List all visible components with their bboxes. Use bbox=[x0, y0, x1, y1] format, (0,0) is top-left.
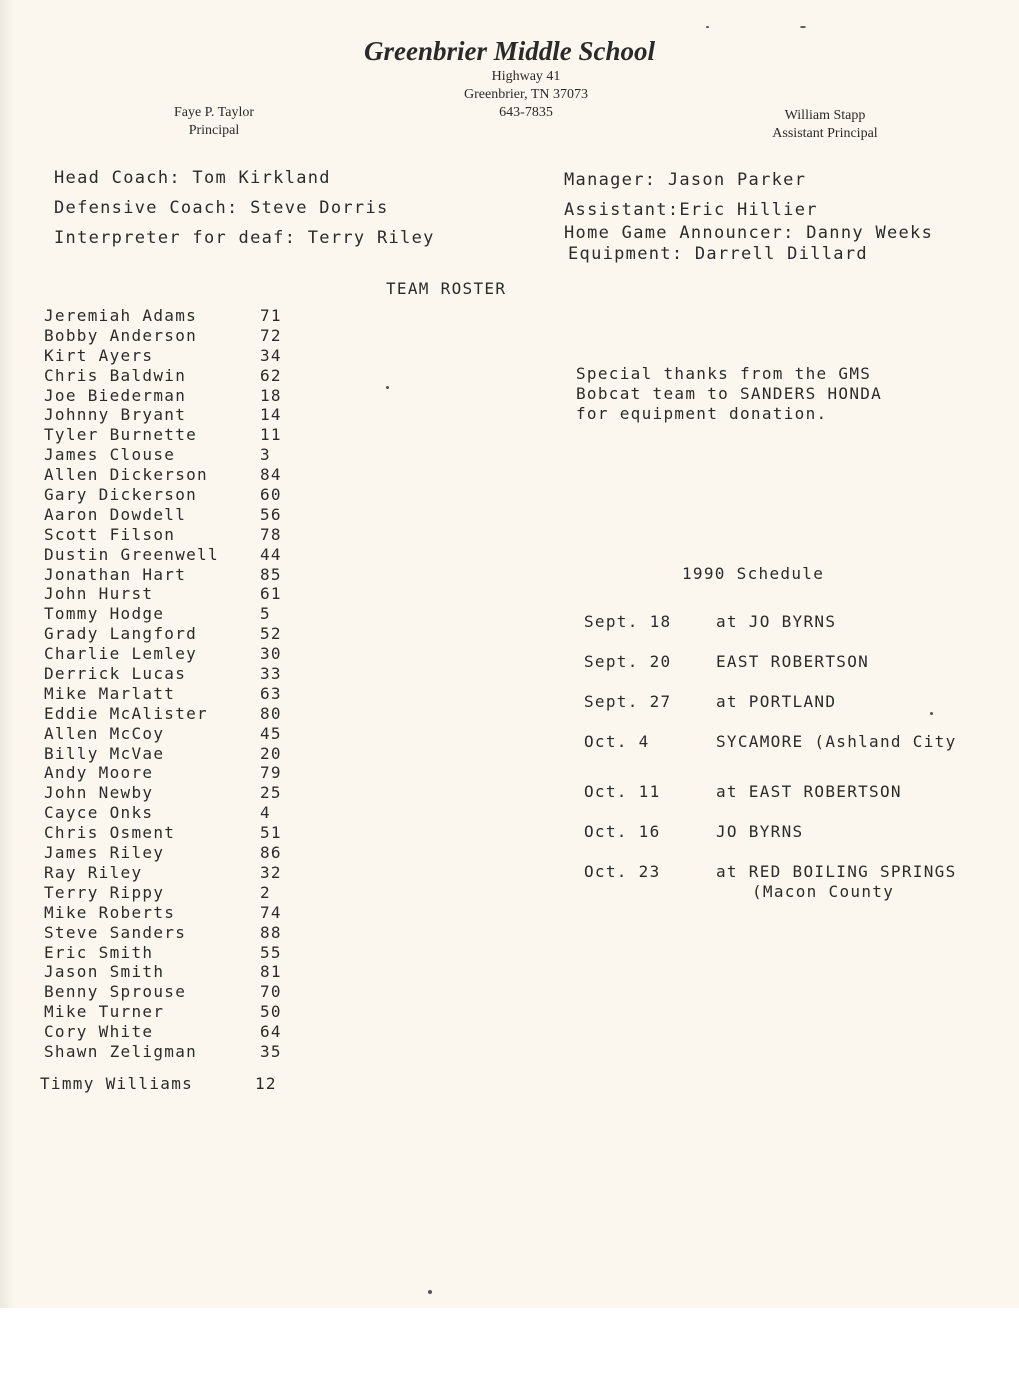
player-name: Charlie Lemley bbox=[44, 644, 198, 664]
game-opponent: JO BYRNS bbox=[716, 822, 804, 841]
roster-row bbox=[44, 386, 314, 406]
player-number: 71 bbox=[260, 306, 282, 325]
player-name: James Riley bbox=[44, 843, 165, 863]
school-name: Greenbrier Middle School bbox=[363, 36, 655, 66]
game-opponent: at RED BOILING SPRINGS bbox=[716, 862, 957, 881]
game-opponent: EAST ROBERTSON bbox=[716, 652, 870, 671]
player-name: Kirt Ayers bbox=[44, 345, 154, 365]
player-name: Jonathan Hart bbox=[44, 564, 187, 584]
schedule-row bbox=[584, 862, 1004, 882]
player-number: 20 bbox=[260, 743, 282, 763]
roster-row bbox=[44, 306, 314, 326]
player-name: Benny Sprouse bbox=[44, 982, 187, 1002]
thanks-line-3: for equipment donation. bbox=[576, 404, 828, 423]
player-name: John Newby bbox=[44, 783, 154, 803]
assistant-principal-name: William Stapp bbox=[784, 108, 866, 123]
principal-name: Faye P. Taylor bbox=[173, 105, 255, 120]
game-date: Sept. 18 bbox=[584, 612, 672, 631]
speck bbox=[386, 386, 389, 389]
defensive-coach: Defensive Coach: Steve Dorris bbox=[54, 198, 389, 218]
thanks-line-1: Special thanks from the GMS bbox=[576, 364, 872, 383]
roster-row bbox=[44, 863, 314, 883]
roster-row bbox=[44, 346, 314, 366]
speck bbox=[800, 26, 806, 28]
player-name: Aaron Dowdell bbox=[44, 504, 187, 524]
player-name: James Clouse bbox=[44, 445, 176, 465]
player-name: Mike Turner bbox=[44, 1002, 165, 1022]
player-number: 55 bbox=[260, 942, 282, 962]
game-opponent: at EAST ROBERTSON bbox=[716, 782, 902, 801]
player-number: 72 bbox=[260, 325, 282, 345]
schedule-row bbox=[584, 692, 1004, 712]
roster-row bbox=[44, 1042, 314, 1062]
roster-title: TEAM ROSTER bbox=[386, 279, 507, 298]
player-number: 62 bbox=[260, 365, 282, 385]
paper-edge-shadow bbox=[0, 0, 14, 1308]
schedule-row bbox=[584, 732, 1004, 752]
player-number: 64 bbox=[260, 1022, 282, 1042]
game-date: Oct. 23 bbox=[584, 862, 661, 881]
player-number: 70 bbox=[260, 982, 282, 1002]
equipment-manager: Equipment: Darrell Dillard bbox=[568, 244, 868, 264]
player-number: 30 bbox=[260, 644, 282, 664]
player-name: Joe Biederman bbox=[44, 385, 187, 405]
roster-row bbox=[44, 664, 314, 684]
address-line-2: Greenbrier, TN 37073 bbox=[464, 87, 588, 102]
player-number: 88 bbox=[260, 922, 282, 942]
roster-row bbox=[44, 326, 314, 346]
player-name: Andy Moore bbox=[44, 763, 154, 783]
speck bbox=[706, 26, 709, 28]
roster-row bbox=[44, 724, 314, 744]
game-opponent: at PORTLAND bbox=[716, 692, 837, 711]
player-number: 14 bbox=[260, 405, 282, 425]
player-name: Mike Marlatt bbox=[44, 683, 176, 703]
roster-row bbox=[44, 604, 314, 624]
player-name: Gary Dickerson bbox=[44, 485, 198, 505]
principal-title: Principal bbox=[188, 123, 240, 138]
player-name: Tommy Hodge bbox=[44, 604, 165, 624]
player-number: 61 bbox=[260, 584, 282, 604]
player-name: Chris Osment bbox=[44, 823, 176, 843]
player-number: 86 bbox=[260, 843, 282, 863]
schedule-title: 1990 Schedule bbox=[682, 564, 825, 583]
player-name: Allen Dickerson bbox=[44, 465, 208, 485]
player-name: Johnny Bryant bbox=[44, 405, 187, 425]
player-name: Shawn Zeligman bbox=[44, 1041, 198, 1061]
roster-row bbox=[44, 1002, 314, 1022]
player-name: John Hurst bbox=[44, 584, 154, 604]
roster-row bbox=[44, 903, 314, 923]
roster-row bbox=[44, 982, 314, 1002]
player-number: 2 bbox=[260, 882, 271, 902]
roster-row bbox=[44, 445, 314, 465]
roster-row bbox=[44, 525, 314, 545]
roster-row bbox=[44, 644, 314, 664]
roster-row bbox=[44, 962, 314, 982]
player-name: Terry Rippy bbox=[44, 882, 165, 902]
schedule-row bbox=[584, 652, 1004, 672]
assistant-principal-title: Assistant Principal bbox=[772, 126, 878, 141]
roster-row bbox=[44, 783, 314, 803]
roster-row bbox=[44, 823, 314, 843]
game-note: (Macon County bbox=[752, 882, 895, 901]
roster-row bbox=[44, 545, 314, 565]
player-number: 45 bbox=[260, 723, 282, 743]
player-number: 33 bbox=[260, 664, 282, 684]
interpreter: Interpreter for deaf: Terry Riley bbox=[54, 228, 435, 248]
player-name: Timmy Williams bbox=[40, 1074, 194, 1093]
player-number: 50 bbox=[260, 1002, 282, 1022]
player-number: 32 bbox=[260, 862, 282, 882]
player-number: 34 bbox=[260, 345, 282, 365]
player-name: Cory White bbox=[44, 1022, 154, 1042]
roster-row bbox=[44, 425, 314, 445]
schedule-row bbox=[584, 612, 1004, 632]
address-line-1: Highway 41 bbox=[491, 69, 561, 84]
player-number: 56 bbox=[260, 504, 282, 524]
player-number: 5 bbox=[260, 604, 271, 624]
game-date: Sept. 20 bbox=[584, 652, 672, 671]
player-number: 35 bbox=[260, 1041, 282, 1061]
player-name: Scott Filson bbox=[44, 524, 176, 544]
roster-row bbox=[44, 465, 314, 485]
player-name: Grady Langford bbox=[44, 624, 198, 644]
roster-row bbox=[44, 684, 314, 704]
roster-row bbox=[44, 843, 314, 863]
game-date: Oct. 11 bbox=[584, 782, 661, 801]
player-name: Ray Riley bbox=[44, 862, 143, 882]
player-name: Eddie McAlister bbox=[44, 703, 208, 723]
game-date: Oct. 16 bbox=[584, 822, 661, 841]
roster-row bbox=[44, 485, 314, 505]
roster-row bbox=[44, 505, 314, 525]
player-name: Allen McCoy bbox=[44, 723, 165, 743]
player-number: 12 bbox=[255, 1074, 277, 1093]
schedule-row bbox=[584, 822, 1004, 842]
roster-row bbox=[44, 584, 314, 604]
game-opponent: SYCAMORE (Ashland City bbox=[716, 732, 957, 751]
player-number: 78 bbox=[260, 524, 282, 544]
roster-row bbox=[44, 943, 314, 963]
player-number: 52 bbox=[260, 624, 282, 644]
speck bbox=[930, 712, 933, 715]
player-number: 3 bbox=[260, 445, 271, 465]
player-number: 79 bbox=[260, 763, 282, 783]
roster-row bbox=[44, 803, 314, 823]
player-number: 84 bbox=[260, 465, 282, 485]
player-number: 44 bbox=[260, 544, 282, 564]
player-name: Bobby Anderson bbox=[44, 325, 198, 345]
thanks-line-2: Bobcat team to SANDERS HONDA bbox=[576, 384, 883, 403]
team-roster bbox=[44, 306, 314, 1062]
player-name: Tyler Burnette bbox=[44, 425, 198, 445]
player-number: 85 bbox=[260, 564, 282, 584]
player-number: 63 bbox=[260, 683, 282, 703]
roster-row bbox=[44, 405, 314, 425]
game-schedule bbox=[584, 612, 1004, 902]
assistant: Assistant:Eric Hillier bbox=[564, 200, 818, 220]
phone-number: 643-7835 bbox=[499, 105, 553, 120]
roster-row bbox=[44, 763, 314, 783]
player-name: Dustin Greenwell bbox=[44, 544, 219, 564]
manager: Manager: Jason Parker bbox=[564, 170, 807, 190]
player-name: Cayce Onks bbox=[44, 803, 154, 823]
player-name: Mike Roberts bbox=[44, 902, 176, 922]
roster-row bbox=[44, 565, 314, 585]
roster-extra-row bbox=[40, 1074, 277, 1093]
roster-row bbox=[44, 744, 314, 764]
game-date: Oct. 4 bbox=[584, 732, 650, 751]
player-name: Chris Baldwin bbox=[44, 365, 187, 385]
player-name: Derrick Lucas bbox=[44, 664, 187, 684]
roster-row bbox=[44, 1022, 314, 1042]
player-name: Eric Smith bbox=[44, 942, 154, 962]
speck bbox=[428, 1290, 432, 1294]
player-number: 60 bbox=[260, 485, 282, 505]
roster-row bbox=[44, 624, 314, 644]
player-name: Steve Sanders bbox=[44, 922, 187, 942]
roster-row bbox=[44, 923, 314, 943]
home-game-announcer: Home Game Announcer: Danny Weeks bbox=[564, 223, 934, 243]
player-number: 4 bbox=[260, 803, 271, 823]
schedule-row bbox=[584, 782, 1004, 802]
game-date: Sept. 27 bbox=[584, 692, 672, 711]
player-number: 74 bbox=[260, 902, 282, 922]
player-name: Jeremiah Adams bbox=[44, 306, 198, 325]
game-opponent: at JO BYRNS bbox=[716, 612, 837, 631]
head-coach: Head Coach: Tom Kirkland bbox=[54, 168, 331, 188]
player-number: 11 bbox=[260, 425, 282, 445]
player-number: 25 bbox=[260, 783, 282, 803]
player-number: 18 bbox=[260, 385, 282, 405]
player-name: Jason Smith bbox=[44, 962, 165, 982]
player-number: 81 bbox=[260, 962, 282, 982]
roster-row bbox=[44, 704, 314, 724]
roster-row bbox=[44, 366, 314, 386]
player-number: 51 bbox=[260, 823, 282, 843]
player-name: Billy McVae bbox=[44, 743, 165, 763]
player-number: 80 bbox=[260, 703, 282, 723]
roster-row bbox=[44, 883, 314, 903]
